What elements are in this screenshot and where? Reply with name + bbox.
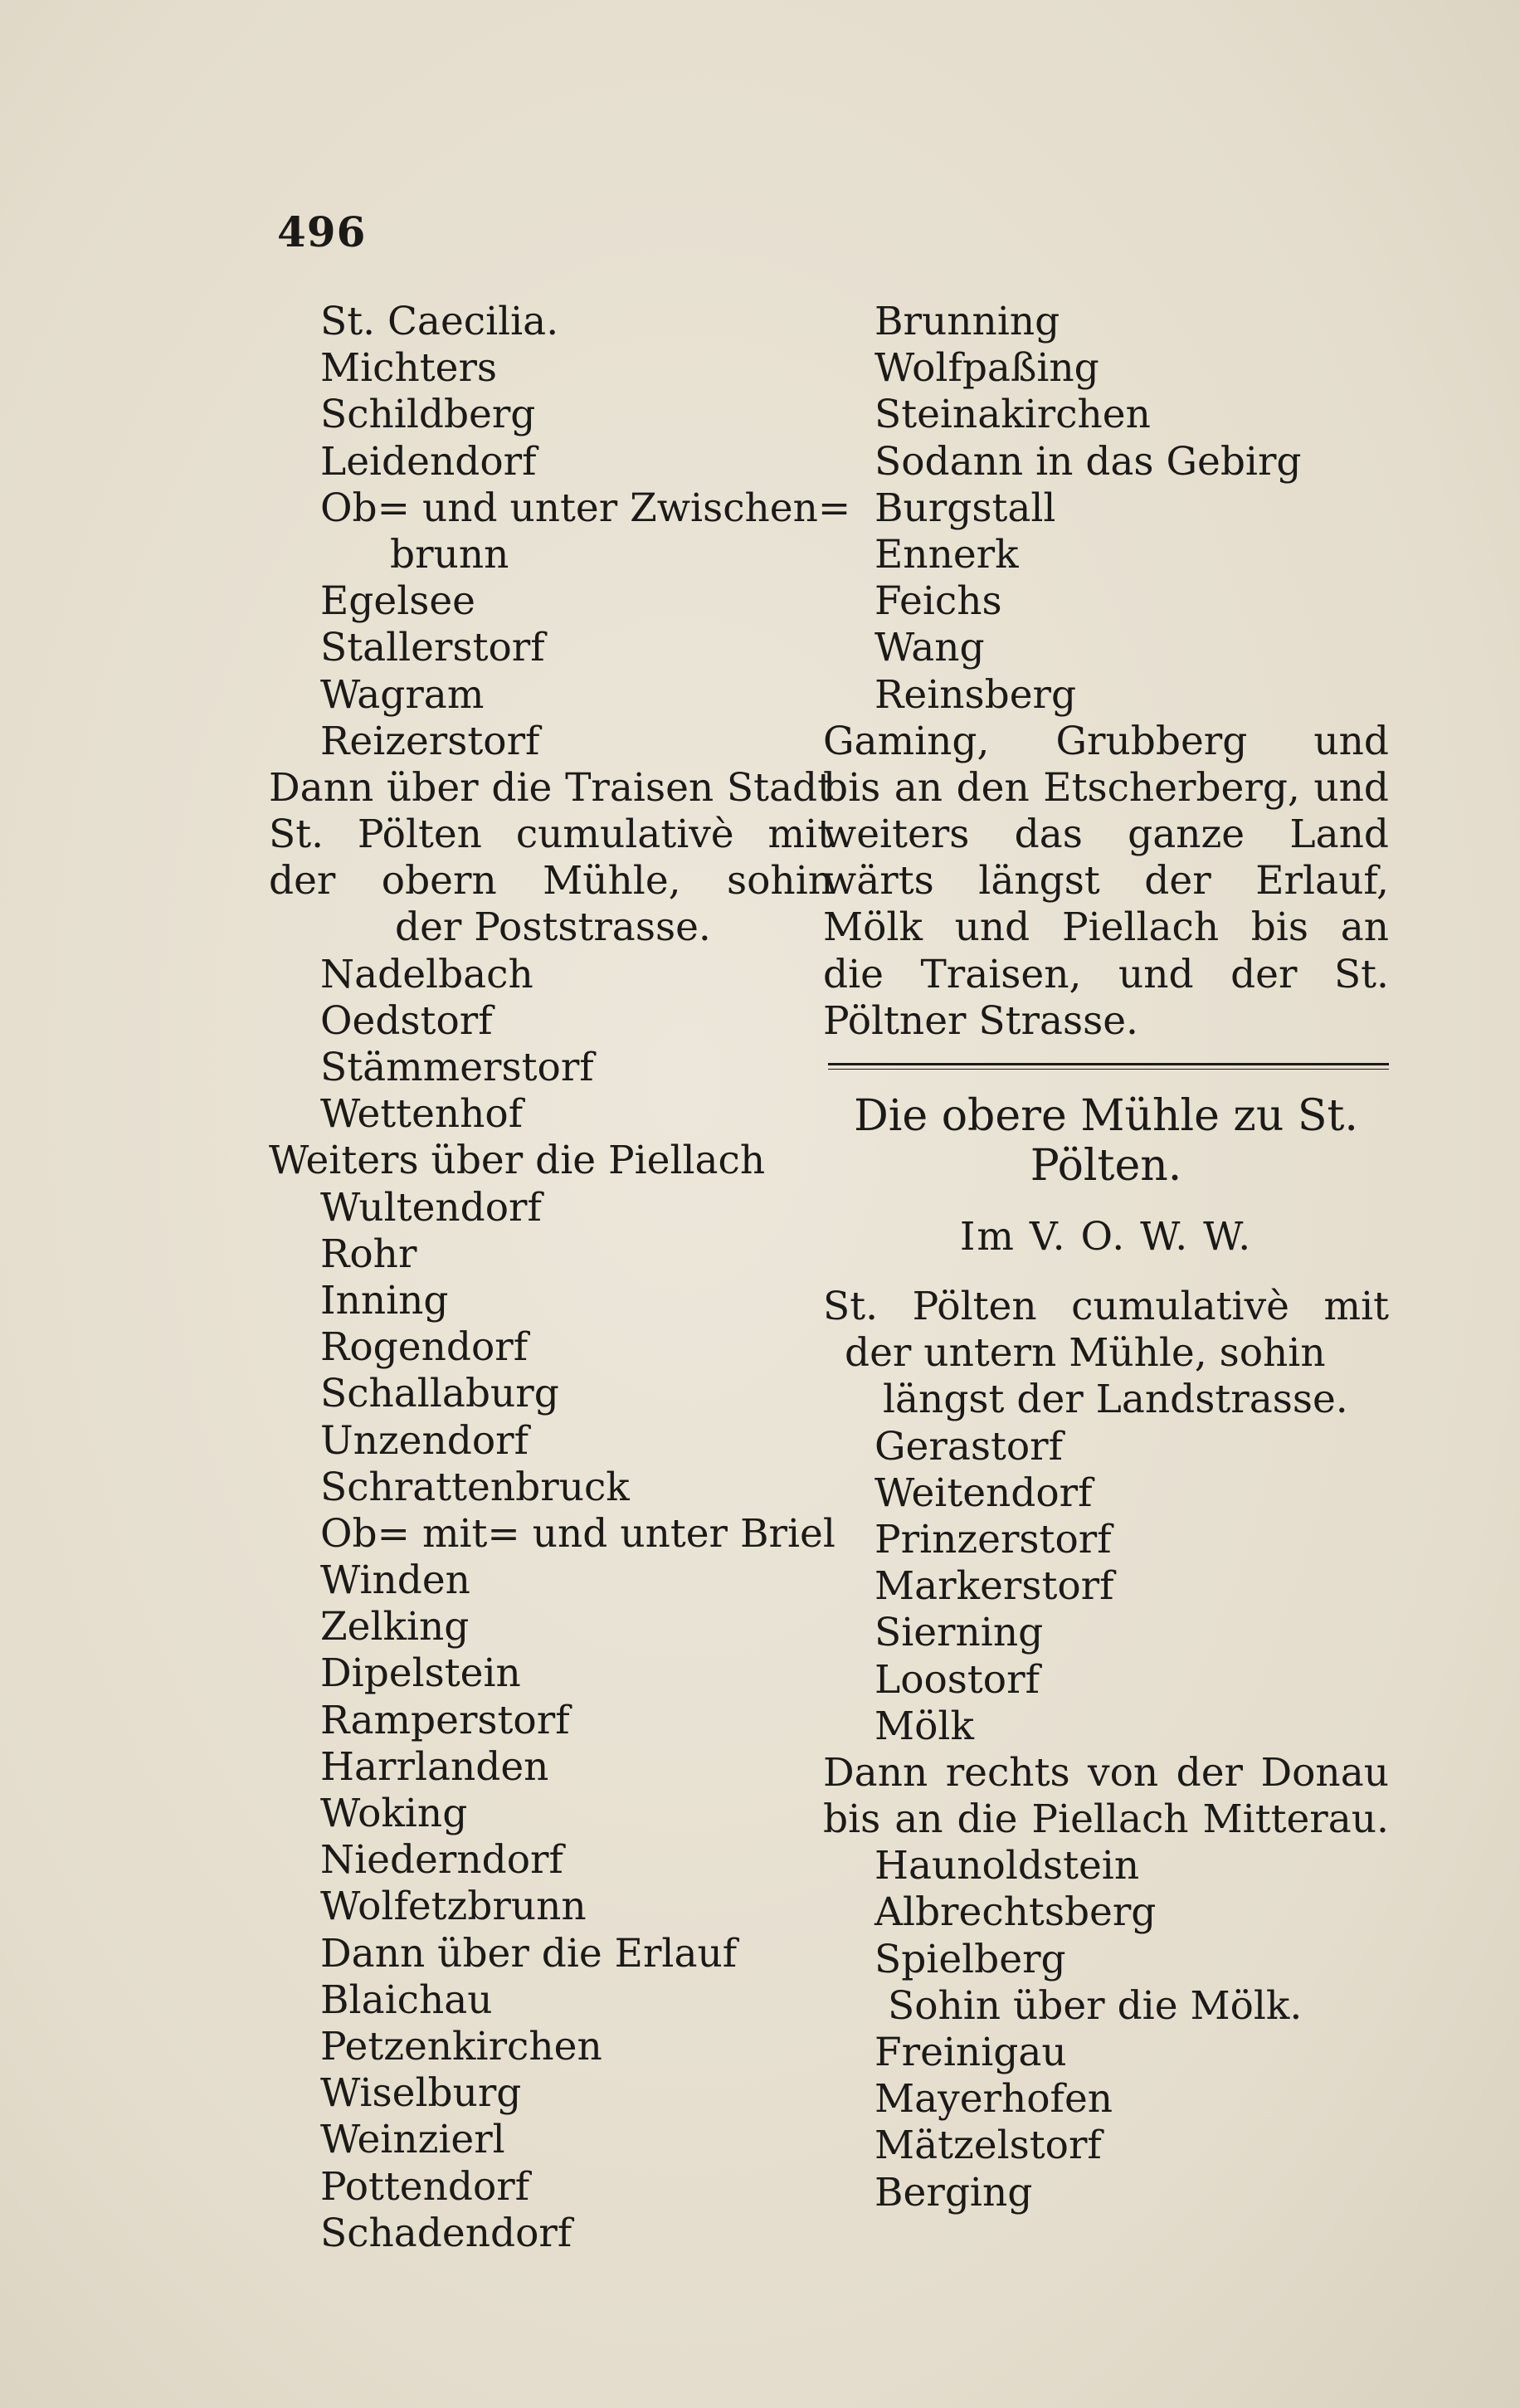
text-line: Dann rechts von der Donau [823, 1749, 1389, 1796]
text-line: Sierning [874, 1610, 1044, 1656]
text-line: bis an die Piellach Mitterau. [823, 1796, 1389, 1843]
text-line: Reinsberg [874, 671, 1077, 718]
text-line: St. Pölten cumulativè mit [823, 1284, 1389, 1329]
text-line: Ob= mit= und unter Briel [320, 1510, 836, 1557]
text-line: Pöltner Strasse. [823, 997, 1138, 1044]
text-line: Loostorf [874, 1656, 1040, 1703]
text-line: Winden [320, 1557, 470, 1604]
text-line: Petzenkirchen [320, 2023, 602, 2069]
text-line: Leidendorf [320, 438, 537, 485]
text-line: Wagram [320, 671, 485, 718]
text-line: der obern Mühle, sohin [269, 858, 833, 904]
text-line: Michters [320, 345, 498, 392]
text-line: Ob= und unter Zwischen= [320, 485, 851, 531]
text-line: Pottendorf [320, 2163, 530, 2210]
text-line: Mölk und Piellach bis an [823, 904, 1389, 951]
text-line: Steinakirchen [874, 392, 1151, 438]
text-line: Wiselburg [320, 2070, 522, 2117]
text-line: St. Pölten cumulativè mit [269, 812, 833, 858]
text-line: Stallerstorf [320, 625, 545, 671]
section-subheading: Im V. O. W. W. [959, 1214, 1253, 1260]
text-line: Schrattenbruck [320, 1464, 630, 1510]
text-line: Ennerk [874, 531, 1019, 578]
section-divider [823, 1045, 1389, 1091]
text-line: Wettenhof [320, 1091, 524, 1138]
left-column [269, 299, 851, 2257]
section-intro [823, 1284, 1389, 1424]
text-line: Stämmerstorf [320, 1045, 594, 1090]
right-column-top-list [823, 299, 1389, 1045]
text-line: Blaichau [320, 1977, 493, 2023]
text-line: Haunoldstein [874, 1843, 1140, 1889]
text-line: Mayerhofen [874, 2076, 1113, 2123]
text-line: Unzendorf [320, 1417, 529, 1464]
text-line: Sohin über die Mölk. [888, 1982, 1303, 2029]
right-column [823, 299, 1389, 2216]
text-line: Weinzierl [320, 2117, 505, 2163]
text-line: Wang [874, 625, 985, 671]
text-line: brunn [390, 531, 509, 578]
text-line: Brunning [874, 299, 1060, 344]
text-line: Weiters über die Piellach [269, 1138, 766, 1184]
text-line: Wultendorf [320, 1184, 542, 1231]
text-line: bis an den Etscherberg, und [823, 764, 1389, 811]
text-line: Harrlanden [320, 1743, 549, 1790]
text-line: Schadendorf [320, 2210, 572, 2256]
text-line: Burgstall [874, 485, 1056, 531]
text-line: Sodann in das Gebirg [874, 438, 1302, 485]
text-line: Feichs [874, 578, 1002, 625]
text-line: Woking [320, 1791, 468, 1836]
text-line: St. Caecilia. [320, 299, 559, 344]
text-line: Mölk [874, 1703, 974, 1749]
text-line: Egelsee [320, 578, 475, 625]
text-line: der Poststrasse. [395, 904, 711, 951]
text-line: Berging [874, 2169, 1033, 2215]
text-line: Schallaburg [320, 1371, 559, 1417]
text-line: Gerastorf [874, 1423, 1064, 1470]
text-line: Wolfetzbrunn [320, 1884, 587, 1930]
text-line: Schildberg [320, 392, 536, 438]
text-line: der untern Mühle, sohin [845, 1330, 1326, 1377]
text-line: Inning [320, 1277, 449, 1323]
text-line: wärts längst der Erlauf, [823, 858, 1389, 904]
text-line: Dipelstein [320, 1650, 521, 1697]
text-line: längst der Landstrasse. [883, 1377, 1348, 1423]
text-line: Wolfpaßing [874, 345, 1099, 392]
text-line: Nadelbach [320, 951, 533, 997]
text-line: Albrechtsberg [874, 1889, 1157, 1936]
text-line: die Traisen, und der St. [823, 951, 1389, 997]
text-line: Spielberg [874, 1936, 1066, 1982]
text-line: Markerstorf [874, 1563, 1114, 1610]
text-line: Weitendorf [874, 1470, 1093, 1516]
text-line: Niederndorf [320, 1837, 563, 1884]
text-line: Reizerstorf [320, 718, 540, 764]
page-number: 496 [277, 207, 367, 256]
text-line: Mätzelstorf [874, 2123, 1102, 2169]
text-line: Dann über die Erlauf [320, 1930, 738, 1977]
text-line: Prinzerstorf [874, 1516, 1112, 1562]
section-heading [823, 1091, 1389, 1191]
text-line: Oedstorf [320, 997, 493, 1044]
right-column-bottom-list [823, 1424, 1389, 2216]
text-line: Rohr [320, 1231, 417, 1277]
text-line: Ramperstorf [320, 1697, 570, 1743]
section-heading-line: Pölten. [1030, 1141, 1182, 1191]
text-line: Rogendorf [320, 1324, 529, 1371]
text-line: Zelking [320, 1604, 470, 1650]
text-line: Dann über die Traisen Stadt [269, 764, 833, 811]
text-line: Gaming, Grubberg und [823, 718, 1389, 764]
text-line: Freinigau [874, 2030, 1067, 2075]
section-heading-line: Die obere Mühle zu St. [854, 1091, 1358, 1141]
text-line: weiters das ganze Land [823, 812, 1389, 858]
